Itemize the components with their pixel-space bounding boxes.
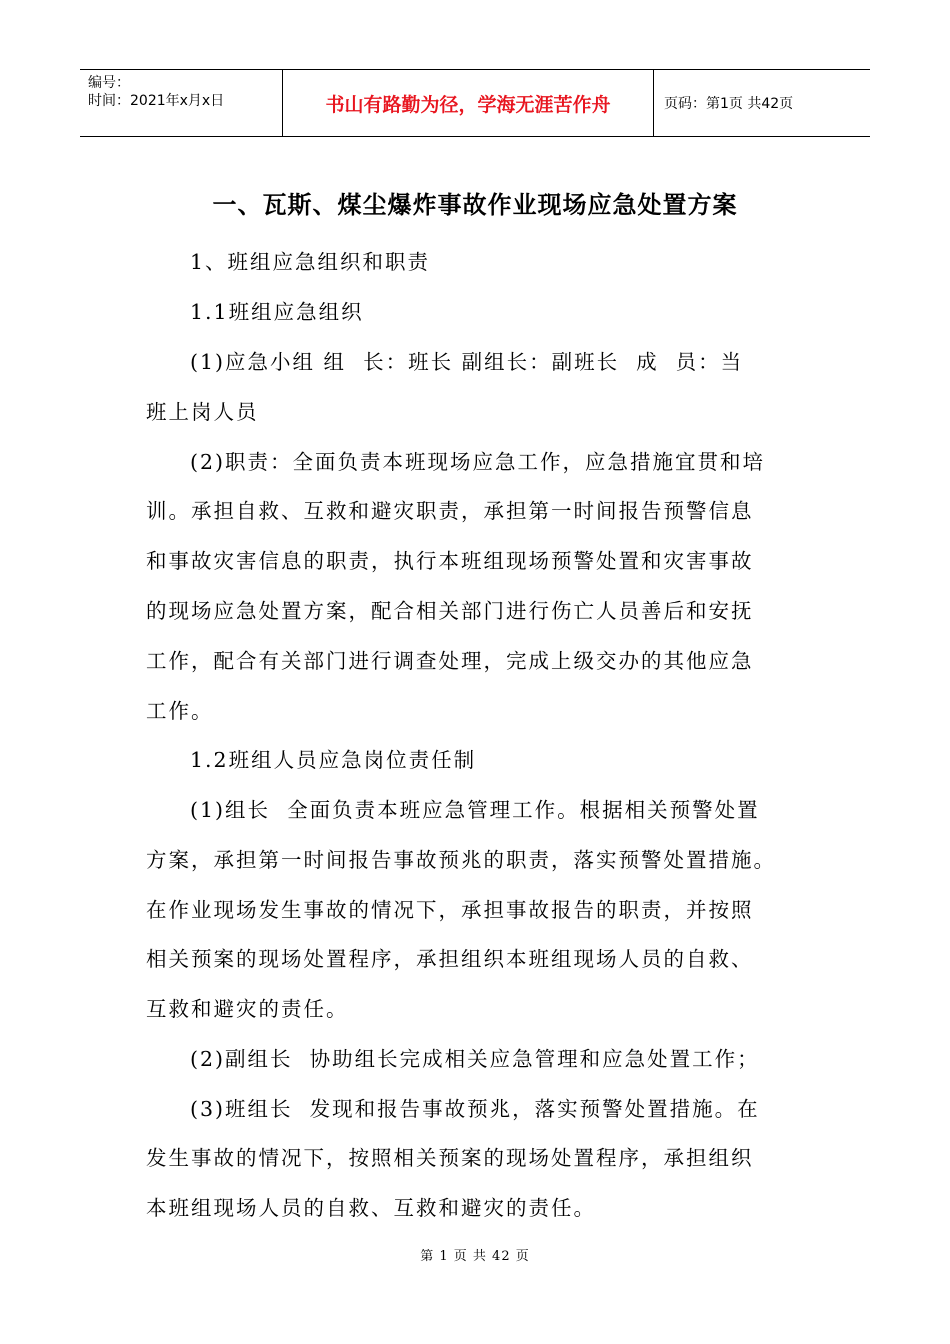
paragraph-line: 相关预案的现场处置程序，承担组织本班组现场人员的自救、 — [146, 947, 754, 971]
paragraph-line: 发生事故的情况下，按照相关预案的现场处置程序，承担组织 — [146, 1146, 754, 1170]
paragraph-line: 方案，承担第一时间报告事故预兆的职责，落实预警处置措施。 — [146, 848, 776, 872]
document-number-label: 编号： — [88, 75, 130, 91]
document-date: 时间：2021年x月x日 — [88, 93, 225, 109]
header-motto: 书山有路勤为径，学海无涯苦作舟 — [282, 70, 654, 136]
subsection-heading: 1.2班组人员应急岗位责任制 — [190, 748, 477, 772]
paragraph-line: (3)班组长 发现和报告事故预兆，落实预警处置措施。在 — [190, 1097, 760, 1121]
document-header — [80, 69, 870, 137]
paragraph-line: 在作业现场发生事故的情况下，承担事故报告的职责，并按照 — [146, 898, 754, 922]
paragraph-line: 和事故灾害信息的职责，执行本班组现场预警处置和灾害事故 — [146, 549, 754, 573]
paragraph-line: 互救和避灾的责任。 — [146, 997, 349, 1021]
paragraph-line: 班上岗人员 — [146, 400, 259, 424]
paragraph-line: 本班组现场人员的自救、互救和避灾的责任。 — [146, 1196, 596, 1220]
header-meta — [80, 70, 282, 136]
document-title: 一、瓦斯、煤尘爆炸事故作业现场应急处置方案 — [212, 191, 738, 219]
page-footer: 第 1 页 共 42 页 — [420, 1249, 530, 1264]
paragraph-line: (1)组长 全面负责本班应急管理工作。根据相关预警处置 — [190, 798, 760, 822]
paragraph-line: (2)职责：全面负责本班现场应急工作，应急措施宜贯和培 — [190, 450, 766, 474]
paragraph-line: 训。承担自救、互救和避灾职责，承担第一时间报告预警信息 — [146, 499, 754, 523]
header-page-number: 页码：第1页 共42页 — [664, 96, 794, 112]
paragraph-line: 的现场应急处置方案，配合相关部门进行伤亡人员善后和安抚 — [146, 599, 754, 623]
paragraph-line: (2)副组长 协助组长完成相关应急管理和应急处置工作； — [190, 1047, 760, 1071]
paragraph-line: 工作。 — [146, 699, 214, 723]
paragraph-line: 工作，配合有关部门进行调查处理，完成上级交办的其他应急 — [146, 649, 754, 673]
paragraph-line: (1)应急小组 组 长：班长 副组长：副班长 成 员：当 — [190, 350, 744, 374]
subsection-heading: 1.1班组应急组织 — [190, 300, 364, 324]
section-heading: 1、班组应急组织和职责 — [190, 250, 431, 274]
